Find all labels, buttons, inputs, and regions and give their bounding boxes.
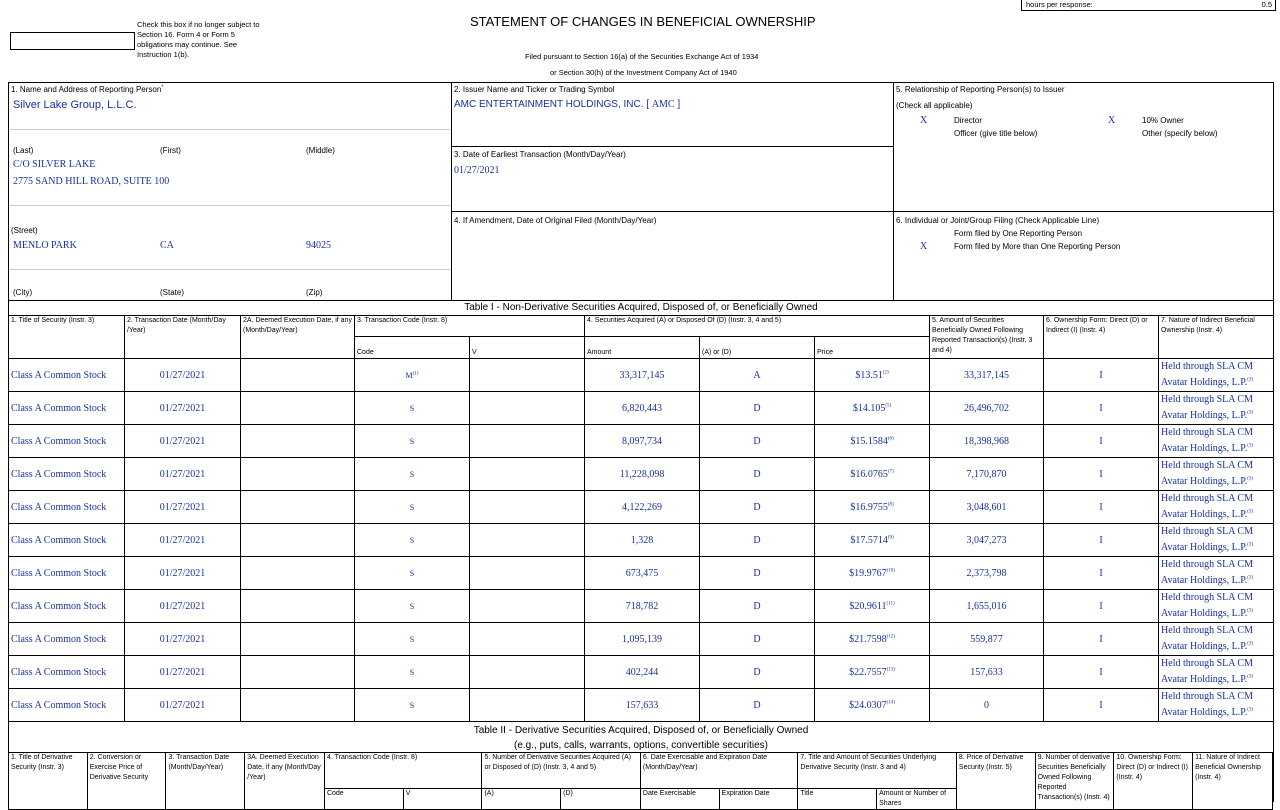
table2-sub-v: V — [403, 789, 482, 810]
table2-sub-a: (A) — [482, 789, 561, 810]
transaction-price: $14.105$^{(5)}$ — [815, 392, 930, 425]
deemed-date — [241, 359, 355, 392]
ownership-form: I — [1044, 491, 1159, 524]
security-title: Class A Common Stock — [9, 458, 125, 491]
nature-of-ownership: Held through SLA CM Avatar Holdings, L.P.$^{(3)}$ — [1159, 359, 1274, 392]
transaction-date: 01/27/2021 — [125, 359, 241, 392]
transaction-date: 01/27/2021 — [125, 458, 241, 491]
ownership-form: I — [1044, 425, 1159, 458]
city-label: (City) — [13, 288, 33, 297]
deemed-date — [241, 491, 355, 524]
filing-option-two-checkmark[interactable]: X — [920, 241, 928, 252]
ownership-form: I — [1044, 524, 1159, 557]
acquired-disposed: D — [700, 656, 815, 689]
transaction-date: 01/27/2021 — [125, 623, 241, 656]
last-label: (Last) — [13, 146, 34, 155]
nature-of-ownership: Held through SLA CM Avatar Holdings, L.P.$^{(3)}$ — [1159, 623, 1274, 656]
transaction-v — [470, 392, 585, 425]
relationship-label: 5. Relationship of Reporting Person(s) to Issuer — [896, 85, 1065, 94]
table2-sub-code: Code — [324, 789, 403, 810]
table-row — [9, 590, 1274, 623]
ten-percent-owner-label: 10% Owner — [1142, 116, 1184, 125]
transaction-code: S — [355, 458, 470, 491]
nature-of-ownership: Held through SLA CM Avatar Holdings, L.P.$^{(3)}$ — [1159, 392, 1274, 425]
table2-header-code: 4. Transaction Code (Instr. 8) — [324, 753, 481, 789]
acquired-disposed: D — [700, 623, 815, 656]
table2-header-nature: 11. Nature of Indirect Beneficial Ownership (Instr. 4) — [1193, 753, 1273, 810]
transaction-code: S — [355, 623, 470, 656]
acquired-disposed: D — [700, 458, 815, 491]
issuer-name: AMC ENTERTAINMENT HOLDINGS, INC. [ AMC ] — [454, 99, 681, 110]
table2-header-number: 5. Number of Derivative Securities Acquired (A) or Disposed of (D) (Instr. 3, 4 and 5) — [482, 753, 640, 789]
transaction-amount: 1,328 — [585, 524, 700, 557]
security-title: Class A Common Stock — [9, 590, 125, 623]
officer-label: Officer (give title below) — [954, 129, 1038, 138]
deemed-date — [241, 557, 355, 590]
state-label: (State) — [160, 288, 185, 297]
table2-header-date: 3. Transaction Date (Month/Day/Year) — [166, 753, 245, 810]
amendment-label: 4. If Amendment, Date of Original Filed (Month/Day/Year) — [454, 216, 657, 225]
amount-owned: 3,047,273 — [930, 524, 1044, 557]
transaction-amount: 33,317,145 — [585, 359, 700, 392]
table2-sub-expiration: Expiration Date — [719, 789, 798, 810]
security-title: Class A Common Stock — [9, 557, 125, 590]
zip-label: (Zip) — [306, 288, 323, 297]
reporting-person-label: 1. Name and Address of Reporting Person* — [11, 84, 164, 94]
table2-sub-amount: Amount or Number of Shares — [877, 789, 957, 810]
deemed-date — [241, 689, 355, 722]
table1-header-code: 3. Transaction Code (Instr. 8) — [355, 316, 585, 337]
amount-owned: 3,048,601 — [930, 491, 1044, 524]
table2 — [8, 752, 1273, 810]
table-row — [9, 359, 1274, 392]
ten-percent-owner-checkmark[interactable]: X — [1108, 115, 1116, 126]
reporting-person-name: Silver Lake Group, L.L.C. — [13, 99, 137, 111]
transaction-amount: 157,633 — [585, 689, 700, 722]
deemed-date — [241, 656, 355, 689]
acquired-disposed: D — [700, 689, 815, 722]
transaction-code: S — [355, 392, 470, 425]
middle-label: (Middle) — [306, 146, 335, 155]
ownership-form: I — [1044, 590, 1159, 623]
table2-header-title: 1. Title of Derivative Security (Instr. 3) — [9, 753, 88, 810]
deemed-date — [241, 524, 355, 557]
transaction-price: $15.1584$^{(6)}$ — [815, 425, 930, 458]
nature-of-ownership: Held through SLA CM Avatar Holdings, L.P.$^{(3)}$ — [1159, 557, 1274, 590]
filed-pursuant-line2: or Section 30(h) of the Investment Company Act of 1940 — [550, 68, 737, 77]
transaction-amount: 8,097,734 — [585, 425, 700, 458]
check-instruction-text: Check this box if no longer subject to Section 16. Form 4 or Form 5 obligations may continue. See Instruction 1(b). — [137, 20, 260, 59]
table1-header-amount-owned: 5. Amount of Securities Beneficially Owned Following Reported Transaction(s) (Instr. 3 and 4) — [930, 316, 1044, 359]
table2-header-ownership-form: 10. Ownership Form: Direct (D) or Indirect (I) (Instr. 4) — [1114, 753, 1193, 810]
transaction-v — [470, 458, 585, 491]
filing-option-one: Form filed by One Reporting Person — [954, 229, 1083, 238]
table-row — [9, 425, 1274, 458]
amount-owned: 2,373,798 — [930, 557, 1044, 590]
transaction-date: 01/27/2021 — [125, 524, 241, 557]
nature-of-ownership: Held through SLA CM Avatar Holdings, L.P.$^{(3)}$ — [1159, 425, 1274, 458]
transaction-date: 01/27/2021 — [125, 491, 241, 524]
nature-of-ownership: Held through SLA CM Avatar Holdings, L.P.$^{(3)}$ — [1159, 491, 1274, 524]
transaction-price: $20.9611$^{(11)}$ — [815, 590, 930, 623]
acquired-disposed: D — [700, 491, 815, 524]
nature-of-ownership: Held through SLA CM Avatar Holdings, L.P.$^{(3)}$ — [1159, 656, 1274, 689]
transaction-code: S — [355, 491, 470, 524]
table2-header-number-owned: 9. Number of derivative Securities Beneficially Owned Following Reported Transaction(s) (Instr. 4) — [1035, 753, 1114, 810]
transaction-v — [470, 689, 585, 722]
transaction-date: 01/27/2021 — [125, 392, 241, 425]
deemed-date — [241, 458, 355, 491]
security-title: Class A Common Stock — [9, 359, 125, 392]
table1-header-nature: 7. Nature of Indirect Beneficial Ownership (Instr. 4) — [1159, 316, 1274, 359]
table-row — [9, 557, 1274, 590]
issuer-label: 2. Issuer Name and Ticker or Trading Symbol — [454, 85, 615, 94]
amount-owned: 33,317,145 — [930, 359, 1044, 392]
acquired-disposed: D — [700, 425, 815, 458]
table1-sub-price: Price — [815, 337, 930, 359]
acquired-disposed: D — [700, 524, 815, 557]
transaction-v — [470, 425, 585, 458]
table1-title: Table I - Non-Derivative Securities Acquired, Disposed of, or Beneficially Owned — [464, 302, 818, 313]
page-title: STATEMENT OF CHANGES IN BENEFICIAL OWNERSHIP — [470, 14, 816, 29]
ownership-form: I — [1044, 623, 1159, 656]
filing-option-two: Form filed by More than One Reporting Person — [954, 242, 1121, 251]
no-longer-subject-checkbox[interactable] — [10, 32, 135, 50]
transaction-price: $22.7557$^{(13)}$ — [815, 656, 930, 689]
security-title: Class A Common Stock — [9, 656, 125, 689]
transaction-v — [470, 623, 585, 656]
acquired-disposed: A — [700, 359, 815, 392]
street-label: (Street) — [11, 226, 38, 235]
transaction-v — [470, 359, 585, 392]
state-value: CA — [160, 240, 174, 251]
transaction-price: $19.9767$^{(10)}$ — [815, 557, 930, 590]
transaction-amount: 11,228,098 — [585, 458, 700, 491]
transaction-amount: 6,820,443 — [585, 392, 700, 425]
table-row — [9, 524, 1274, 557]
table-row — [9, 458, 1274, 491]
transaction-date: 01/27/2021 — [125, 590, 241, 623]
transaction-v — [470, 491, 585, 524]
ownership-form: I — [1044, 458, 1159, 491]
deemed-date — [241, 392, 355, 425]
hours-label: hours per response: — [1026, 0, 1093, 9]
transaction-date: 01/27/2021 — [125, 656, 241, 689]
transaction-amount: 402,244 — [585, 656, 700, 689]
ownership-form: I — [1044, 689, 1159, 722]
table2-header-underlying: 7. Title and Amount of Securities Underlying Derivative Security (Instr. 3 and 4) — [798, 753, 957, 789]
ownership-form: I — [1044, 392, 1159, 425]
transaction-code: S — [355, 557, 470, 590]
address-line2: 2775 SAND HILL ROAD, SUITE 100 — [13, 176, 170, 187]
table1-header-title: 1. Title of Security (Instr. 3) — [9, 316, 125, 359]
deemed-date — [241, 425, 355, 458]
transaction-amount: 673,475 — [585, 557, 700, 590]
table1-header-date: 2. Transaction Date (Month/Day /Year) — [125, 316, 241, 359]
transaction-price: $21.7598$^{(12)}$ — [815, 623, 930, 656]
table2-sub-d: (D) — [561, 789, 641, 810]
hours-per-response-box — [1021, 0, 1276, 11]
transaction-v — [470, 656, 585, 689]
filing-type-label: 6. Individual or Joint/Group Filing (Check Applicable Line) — [896, 216, 1100, 225]
transaction-code: S — [355, 425, 470, 458]
transaction-code: S — [355, 689, 470, 722]
earliest-transaction-date: 01/27/2021 — [454, 165, 500, 176]
transaction-date: 01/27/2021 — [125, 557, 241, 590]
transaction-price: $17.5714$^{(9)}$ — [815, 524, 930, 557]
first-label: (First) — [160, 146, 181, 155]
security-title: Class A Common Stock — [9, 524, 125, 557]
earliest-transaction-label: 3. Date of Earliest Transaction (Month/Day/Year) — [454, 150, 626, 159]
table1-header-deemed-date: 2A. Deemed Execution Date, if any (Month/Day/Year) — [241, 316, 355, 359]
transaction-price: $13.51$^{(2)}$ — [815, 359, 930, 392]
table2-title: Table II - Derivative Securities Acquired, Disposed of, or Beneficially Owned — [473, 725, 809, 736]
amount-owned: 559,877 — [930, 623, 1044, 656]
table1-header-ownership-form: 6. Ownership Form: Direct (D) or Indirect (I) (Instr. 4) — [1044, 316, 1159, 359]
transaction-code: S — [355, 590, 470, 623]
table-row — [9, 491, 1274, 524]
amount-owned: 0 — [930, 689, 1044, 722]
table1-sub-ad: (A) or (D) — [700, 337, 815, 359]
zip-value: 94025 — [306, 240, 331, 251]
security-title: Class A Common Stock — [9, 689, 125, 722]
acquired-disposed: D — [700, 590, 815, 623]
issuer-ticker: AMC — [651, 99, 675, 110]
table2-subtitle: (e.g., puts, calls, warrants, options, convertible securities) — [514, 740, 768, 751]
table-row — [9, 689, 1274, 722]
table-row — [9, 623, 1274, 656]
transaction-date: 01/27/2021 — [125, 425, 241, 458]
amount-owned: 18,398,968 — [930, 425, 1044, 458]
transaction-v — [470, 590, 585, 623]
transaction-amount: 718,782 — [585, 590, 700, 623]
amount-owned: 26,496,702 — [930, 392, 1044, 425]
table1-sub-v: V — [470, 337, 585, 359]
transaction-amount: 1,095,139 — [585, 623, 700, 656]
transaction-code: S — [355, 656, 470, 689]
transaction-v — [470, 557, 585, 590]
nature-of-ownership: Held through SLA CM Avatar Holdings, L.P.$^{(3)}$ — [1159, 458, 1274, 491]
ownership-form: I — [1044, 557, 1159, 590]
transaction-amount: 4,122,269 — [585, 491, 700, 524]
table2-header-exercisable: 6. Date Exercisable and Expiration Date (Month/Day/Year) — [640, 753, 797, 789]
transaction-code: $M^{(1)}$ — [355, 359, 470, 392]
table2-header-price: 8. Price of Derivative Security (Instr. 5) — [956, 753, 1035, 810]
deemed-date — [241, 623, 355, 656]
transaction-price: $16.0765$^{(7)}$ — [815, 458, 930, 491]
security-title: Class A Common Stock — [9, 623, 125, 656]
security-title: Class A Common Stock — [9, 425, 125, 458]
amount-owned: 1,655,016 — [930, 590, 1044, 623]
deemed-date — [241, 590, 355, 623]
acquired-disposed: D — [700, 392, 815, 425]
address-line1: C/O SILVER LAKE — [13, 159, 96, 170]
city-value: MENLO PARK — [13, 240, 77, 251]
table1-sub-amount: Amount — [585, 337, 700, 359]
director-label: Director — [954, 116, 983, 125]
ownership-form: I — [1044, 359, 1159, 392]
nature-of-ownership: Held through SLA CM Avatar Holdings, L.P.$^{(3)}$ — [1159, 590, 1274, 623]
table2-header-conversion: 2. Conversion or Exercise Price of Derivative Security — [87, 753, 166, 810]
amount-owned: 7,170,870 — [930, 458, 1044, 491]
table-row — [9, 392, 1274, 425]
transaction-date: 01/27/2021 — [125, 689, 241, 722]
transaction-v — [470, 524, 585, 557]
security-title: Class A Common Stock — [9, 392, 125, 425]
transaction-code: S — [355, 524, 470, 557]
nature-of-ownership: Held through SLA CM Avatar Holdings, L.P.$^{(3)}$ — [1159, 524, 1274, 557]
table-row — [9, 656, 1274, 689]
transaction-price: $24.0307$^{(14)}$ — [815, 689, 930, 722]
transaction-price: $16.9755$^{(8)}$ — [815, 491, 930, 524]
table1-header-securities: 4. Securities Acquired (A) or Disposed Of (D) (Instr. 3, 4 and 5) — [585, 316, 930, 337]
other-label: Other (specify below) — [1142, 129, 1218, 138]
security-title: Class A Common Stock — [9, 491, 125, 524]
table2-sub-title: Title — [798, 789, 877, 810]
table1 — [8, 315, 1274, 722]
nature-of-ownership: Held through SLA CM Avatar Holdings, L.P.$^{(3)}$ — [1159, 689, 1274, 722]
check-all-label: (Check all applicable) — [896, 101, 973, 110]
ownership-form: I — [1044, 656, 1159, 689]
filed-pursuant-line1: Filed pursuant to Section 16(a) of the Securities Exchange Act of 1934 — [525, 52, 759, 61]
table2-sub-exercisable: Date Exercisable — [640, 789, 719, 810]
director-checkmark[interactable]: X — [920, 115, 928, 126]
table2-header-deemed-date: 3A. Deemed Execution Date, if any (Month/Day /Year) — [245, 753, 325, 810]
amount-owned: 157,633 — [930, 656, 1044, 689]
table1-sub-code: Code — [355, 337, 470, 359]
hours-value: 0.5 — [1261, 0, 1272, 9]
acquired-disposed: D — [700, 557, 815, 590]
